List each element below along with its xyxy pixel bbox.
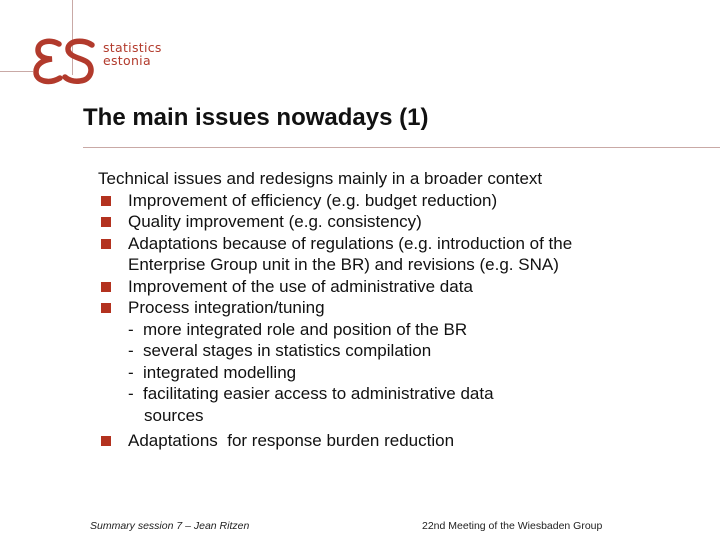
bullet-item	[98, 211, 698, 233]
bullet-text: Adaptations because of regulations (e.g. introduction of the	[128, 233, 573, 253]
logo-text-line1: statistics	[103, 40, 162, 55]
sub-dash: -	[128, 319, 134, 339]
footer-session: Summary session 7 – Jean Ritzen	[90, 520, 250, 532]
sub-text: integrated modelling	[143, 362, 297, 382]
footer-meeting: 22nd Meeting of the Wiesbaden Group	[422, 520, 603, 532]
sub-text: more integrated role and position of the BR	[143, 319, 468, 339]
sub-dash: -	[128, 384, 134, 403]
bullet-item	[98, 190, 698, 212]
sub-item	[98, 319, 698, 341]
sub-text: several stages in statistics compilation	[143, 341, 432, 360]
sub-item	[98, 383, 698, 405]
sub-item	[98, 340, 698, 362]
slide-title: The main issues nowadays (1)	[83, 104, 429, 131]
bullet-square-icon	[101, 196, 111, 206]
bullet-text: Adaptations for response burden reduction	[128, 431, 455, 450]
bullet-square-icon	[101, 282, 111, 292]
statistics-estonia-logo-icon	[32, 36, 98, 86]
logo-divider-horizontal	[0, 71, 33, 72]
bullet-text: Improvement of efficiency (e.g. budget reduction)	[128, 190, 498, 210]
title-rule	[83, 147, 720, 148]
bullet-square-icon	[101, 303, 111, 313]
bullet-item	[98, 233, 698, 276]
intro-line: Technical issues and redesigns mainly in a broader context	[98, 169, 543, 188]
slide-body	[98, 168, 698, 452]
bullet-square-icon	[101, 239, 111, 249]
logo-text-line2: estonia	[103, 53, 151, 68]
logo-wordmark	[103, 41, 162, 67]
bullet-item	[98, 276, 698, 298]
sub-dash: -	[128, 362, 134, 382]
sub-item-continued: sources	[144, 405, 204, 425]
sub-item	[98, 362, 698, 384]
bullet-text: Quality improvement (e.g. consistency)	[128, 212, 422, 231]
bullet-item	[98, 430, 698, 452]
bullet-text: Improvement of the use of administrative data	[128, 276, 473, 296]
sub-dash: -	[128, 341, 134, 360]
bullet-text: Process integration/tuning	[128, 298, 325, 317]
bullet-square-icon	[101, 217, 111, 227]
sub-text: facilitating easier access to administrative data	[143, 384, 494, 403]
bullet-square-icon	[101, 436, 111, 446]
bullet-text-continued: Enterprise Group unit in the BR) and revisions (e.g. SNA)	[128, 255, 559, 274]
bullet-item	[98, 297, 698, 319]
